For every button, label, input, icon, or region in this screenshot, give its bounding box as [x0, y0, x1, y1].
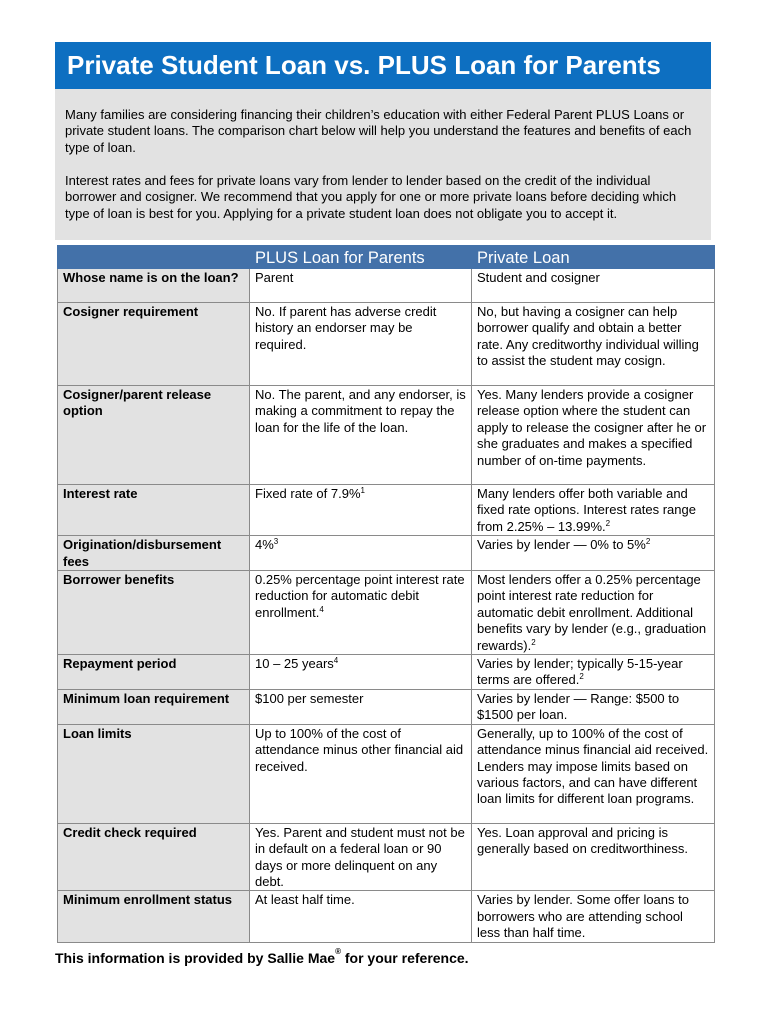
page-title: Private Student Loan vs. PLUS Loan for Parents — [67, 50, 661, 80]
cell-text: 0.25% percentage point interest rate reduction for automatic debit enrollment. — [255, 572, 465, 620]
table-row — [58, 724, 715, 823]
row-label: Whose name is on the loan? — [58, 269, 250, 303]
plus-loan-cell — [250, 269, 472, 303]
intro-paragraph-1: Many families are considering financing their children’s education with either Federal Parent PLUS Loans or private student loans. The comparison chart below will help you understand the features and benefits of each type of loan. — [65, 107, 692, 155]
plus-loan-cell — [250, 536, 472, 571]
cell-text: Most lenders offer a 0.25% percentage point interest rate reduction for automatic debit enrollment. Additional benefits vary by lender (e.g., graduation rewards). — [477, 572, 707, 653]
footnote-marker: 2 — [579, 672, 584, 682]
table-row — [58, 485, 715, 536]
private-loan-cell — [472, 891, 715, 942]
plus-loan-cell — [250, 386, 472, 485]
plus-loan-cell — [250, 303, 472, 386]
footnote-marker: 4 — [333, 656, 339, 666]
cell-text: Yes. Many lenders provide a cosigner release option where the student can apply to release the cosigner after he or she graduates and makes a specified number of on-time payments. — [477, 387, 707, 468]
cell-text: At least half time. — [255, 892, 355, 908]
table-row — [58, 386, 715, 485]
comparison-table — [57, 245, 715, 943]
cell-text: Varies by lender — 0% to 5% — [477, 537, 646, 553]
table-header-row — [58, 246, 715, 269]
row-label: Origination/disbursement fees — [58, 536, 250, 571]
table-row — [58, 823, 715, 891]
footnote-marker: 3 — [273, 537, 279, 547]
header-blank-cell — [58, 246, 250, 269]
row-label: Minimum loan requirement — [58, 689, 250, 724]
private-loan-cell — [472, 689, 715, 724]
cell-text: Fixed rate of 7.9% — [255, 486, 361, 501]
plus-loan-cell — [250, 724, 472, 823]
footer-text-end: for your reference. — [340, 950, 469, 966]
private-loan-cell — [472, 485, 715, 536]
header-private-loan: Private Loan — [472, 246, 715, 269]
footnote-marker: 2 — [645, 537, 651, 547]
cell-text: Generally, up to 100% of the cost of attendance minus financial aid received. Lenders may impose limits based on various factors, and can have different loan limits for different loan programs. — [477, 725, 709, 807]
cell-text: Up to 100% of the cost of attendance minus other financial aid received. — [255, 725, 464, 774]
footnote-marker: 2 — [605, 518, 611, 528]
title-banner — [55, 42, 711, 89]
row-label: Repayment period — [58, 655, 250, 690]
footnote-marker: 2 — [531, 637, 536, 647]
plus-loan-cell — [250, 689, 472, 724]
private-loan-cell — [472, 571, 715, 655]
row-label: Minimum enrollment status — [58, 891, 250, 942]
table-body — [58, 269, 715, 943]
table-row — [58, 536, 715, 571]
private-loan-cell — [472, 269, 715, 303]
cell-text: Varies by lender — Range: $500 to $1500 per loan. — [477, 690, 680, 723]
plus-loan-cell — [250, 891, 472, 942]
header-plus-loan: PLUS Loan for Parents — [250, 246, 472, 269]
table-row — [58, 269, 715, 303]
plus-loan-cell — [250, 485, 472, 536]
row-label: Borrower benefits — [58, 571, 250, 655]
row-label: Interest rate — [58, 485, 250, 536]
private-loan-cell — [472, 536, 715, 571]
private-loan-cell — [472, 386, 715, 485]
cell-text: Many lenders offer both variable and fixed rate options. Interest rates range from 2.25% – 13.99%. — [477, 486, 696, 534]
cell-text: Yes. Loan approval and pricing is generally based on creditworthiness. — [477, 824, 689, 857]
cell-text: 10 – 25 years — [255, 656, 334, 672]
intro-box — [55, 89, 711, 240]
cell-text: Student and cosigner — [477, 270, 600, 285]
cell-text: Parent — [255, 270, 294, 285]
private-loan-cell — [472, 303, 715, 386]
registered-mark: ® — [335, 947, 341, 956]
cell-text: Yes. Parent and student must not be in default on a federal loan or 90 days or more delinquent on any debt. — [255, 824, 465, 889]
row-label: Cosigner requirement — [58, 303, 250, 386]
cell-text: No. The parent, and any endorser, is making a commitment to repay the loan for the life of the loan. — [255, 387, 466, 435]
footnote-marker: 4 — [319, 604, 324, 614]
cell-text: 4% — [255, 537, 274, 553]
cell-text: No, but having a cosigner can help borrower qualify and obtain a better rate. Any creditworthy individual willing to assist the student may cosign. — [477, 304, 699, 369]
table-row — [58, 891, 715, 942]
footnote-marker: 1 — [360, 486, 365, 495]
row-label: Loan limits — [58, 724, 250, 823]
cell-text: $100 per semester — [255, 690, 364, 706]
footer-note — [55, 947, 469, 966]
cell-text: Varies by lender. Some offer loans to borrowers who are attending school less than half time. — [477, 892, 689, 941]
cell-text: No. If parent has adverse credit history an endorser may be required. — [255, 304, 437, 352]
row-label: Cosigner/parent release option — [58, 386, 250, 485]
table-row — [58, 571, 715, 655]
row-label: Credit check required — [58, 823, 250, 891]
footer-text: This information is provided by Sallie Mae — [55, 950, 336, 966]
private-loan-cell — [472, 823, 715, 891]
plus-loan-cell — [250, 655, 472, 690]
private-loan-cell — [472, 724, 715, 823]
table-row — [58, 655, 715, 690]
table-row — [58, 689, 715, 724]
plus-loan-cell — [250, 823, 472, 891]
cell-text: Varies by lender; typically 5-15-year terms are offered. — [477, 656, 683, 688]
intro-paragraph-2: Interest rates and fees for private loans vary from lender to lender based on the credit of the individual borrower and cosigner. We recommend that you apply for one or more private loans before deciding which type of loan is best for you. Applying for a private student loan does not obligate you to accept it. — [65, 173, 677, 221]
private-loan-cell — [472, 655, 715, 690]
table-row — [58, 303, 715, 386]
plus-loan-cell — [250, 571, 472, 655]
